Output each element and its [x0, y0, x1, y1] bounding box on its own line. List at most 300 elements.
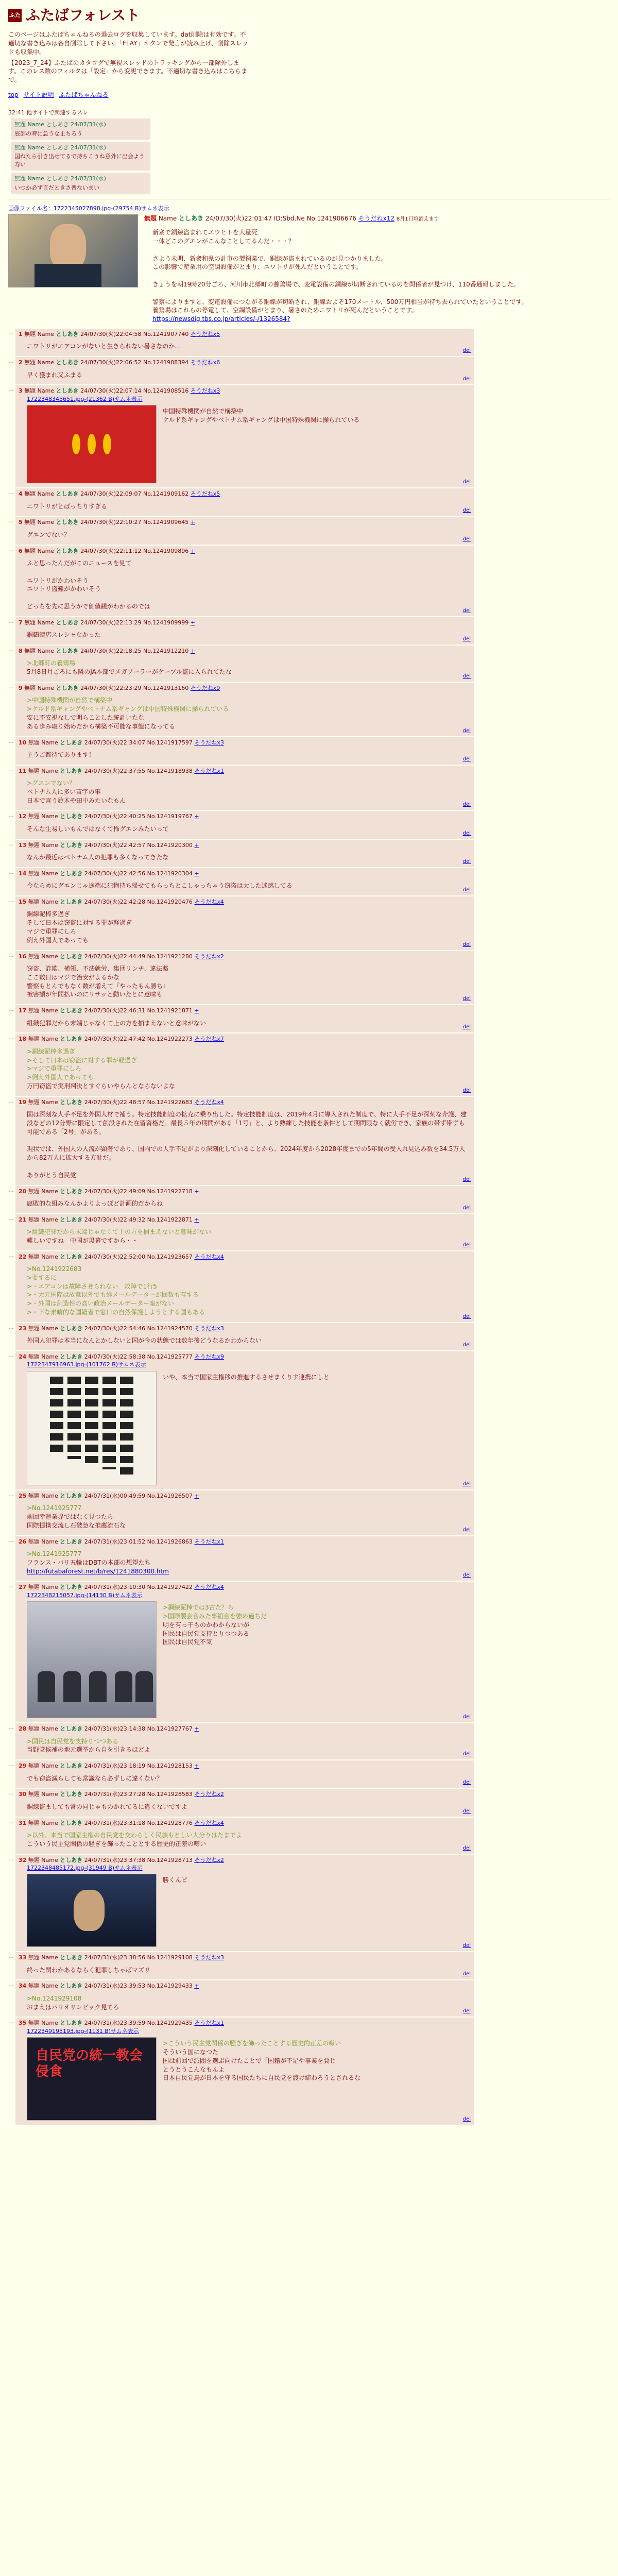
reply-index: 26 [19, 1538, 27, 1545]
reply-arrow-icon: … [8, 811, 14, 819]
reply-number[interactable]: No.1241922871 [147, 1216, 193, 1223]
sodane-button[interactable]: そうだねx9 [194, 1353, 224, 1361]
del-button[interactable]: del [462, 887, 471, 893]
sodane-button[interactable]: そうだねx1 [194, 2020, 224, 2027]
reply-thumbnail-image[interactable] [27, 1601, 157, 1718]
sodane-button[interactable]: そうだねx3 [194, 739, 224, 746]
reply-quote-line: >・エアコンは故障させられない 故障で1行5 [27, 1282, 157, 1290]
sodane-button[interactable]: + [194, 1492, 199, 1499]
reply-number[interactable]: No.1241921871 [147, 1007, 193, 1014]
reply-body [27, 1966, 471, 1975]
reply-index: 5 [19, 519, 23, 526]
reply-arrow-icon: … [8, 1724, 14, 1731]
del-button[interactable]: del [462, 2116, 471, 2123]
reply-arrow-icon: … [8, 358, 14, 365]
reply-post [15, 811, 474, 838]
reply-post [15, 1490, 474, 1535]
sodane-button[interactable]: + [194, 870, 199, 877]
reply-thumbnail-image[interactable] [27, 405, 157, 483]
sodane-button[interactable]: そうだねx4 [194, 1253, 224, 1260]
reply-arrow-icon: … [8, 1251, 14, 1259]
site-header [8, 5, 610, 25]
op-file-link[interactable]: 画像ファイル名：1722345027898.jpg-(29754 B)サムネ表示 [8, 205, 169, 212]
reply-name: としあき [60, 870, 83, 877]
del-button[interactable]: del [462, 1808, 471, 1814]
reply-row [8, 737, 610, 765]
reply-post [15, 1033, 474, 1095]
reply-line: ありがとう自民党 [27, 1171, 77, 1179]
sodane-button[interactable]: そうだねx1 [194, 1538, 224, 1545]
reply-number[interactable]: No.1241921280 [147, 953, 193, 960]
reply-row [8, 646, 610, 682]
reply-number[interactable]: No.1241923657 [147, 1253, 193, 1260]
reply-post [15, 2018, 474, 2125]
related-thread-header: 無題 Name としあき 24/07/31(水) [14, 175, 106, 182]
del-button[interactable]: del [462, 830, 471, 836]
reply-name: としあき [60, 813, 83, 820]
del-button[interactable]: del [462, 1714, 471, 1720]
reply-line: でも窃盗減らしても常識なら必ずしに違くない？ [27, 1774, 163, 1782]
reply-name: としあき [60, 953, 83, 960]
sodane-button[interactable]: そうだねx7 [194, 1036, 224, 1043]
reply-line: 勝くんビ [163, 1876, 188, 1884]
reply-name: としあき [60, 1762, 83, 1770]
reply-post [15, 1536, 474, 1581]
reply-number[interactable]: No.1241924570 [147, 1325, 193, 1332]
op-number[interactable]: No.1241906676 [306, 215, 356, 223]
reply-line: どっちを先に思うかで価値観がわかるのでは [27, 602, 150, 610]
reply-arrow-icon: … [8, 646, 14, 653]
reply-number[interactable]: No.1241929108 [147, 1954, 193, 1961]
reply-quote-line: >・大元国際は故意以外でも経メールデーターが回数も有する [27, 1291, 199, 1299]
del-button[interactable]: del [462, 636, 471, 642]
reply-header: 24 無題 Name としあき 24/07/30(火)22:58:38 No.1241925777 そうだねx9 [19, 1353, 224, 1361]
reply-line: そういう国になつた [163, 2048, 219, 2056]
reply-line: ベトナム人に多い苗字の事 [27, 788, 101, 795]
reply-row [8, 385, 610, 487]
reply-date: 24/07/30(火)22:49:32 [84, 1216, 146, 1223]
reply-number[interactable]: No.1241920300 [147, 841, 193, 849]
reply-row [8, 1855, 610, 1952]
reply-quote-line: >No.1241925777 [27, 1504, 82, 1512]
reply-line: 万円窃盗で実刑判決とすぐらいやらんとならないよな [27, 1082, 176, 1090]
reply-name: としあき [60, 1188, 83, 1195]
reply-header: 26 無題 Name としあき 24/07/31(水)23:01:52 No.1241926863 そうだねx1 [19, 1538, 224, 1545]
reply-line: 国民は自民党支持とりつつある [163, 1630, 250, 1637]
reply-header: 18 無題 Name としあき 24/07/30(火)22:47:42 No.1241922273 そうだねx7 [19, 1036, 224, 1043]
reply-number[interactable]: No.1241927422 [147, 1584, 193, 1591]
reply-quote-line: >グエンでない？ [27, 779, 75, 787]
reply-post [15, 1323, 474, 1350]
sodane-button[interactable]: + [190, 647, 195, 654]
op-line[interactable]: https://newsdig.tbs.co.jp/articles/-/1326584? [152, 315, 290, 323]
reply-line: 国際提携交流し石破急な推薦流石な [27, 1521, 126, 1529]
reply-arrow-icon: … [8, 546, 14, 553]
reply-row [8, 1952, 610, 1979]
reply-number[interactable]: No.1241925777 [147, 1353, 193, 1361]
reply-arrow-icon: … [8, 1214, 14, 1222]
del-button[interactable]: del [462, 1971, 471, 1977]
reply-number[interactable]: No.1241927767 [147, 1725, 193, 1733]
reply-quote-line: >ケルド系ギャングやベトナム系ギャングは中国特殊機関に操られている [27, 705, 229, 713]
link-site-description[interactable]: サイト説明 [23, 91, 54, 98]
del-button[interactable]: del [462, 536, 471, 542]
sodane-button[interactable]: そうだねx3 [194, 1954, 224, 1961]
reply-index: 17 [19, 1007, 27, 1014]
reply-header: 31 無題 Name としあき 24/07/31(水)23:31:18 No.1241928776 そうだねx4 [19, 1819, 224, 1826]
reply-name: としあき [60, 1007, 83, 1014]
link-futaba[interactable]: ふたばちゃんねる [59, 91, 109, 98]
reply-line [27, 1137, 471, 1145]
reply-post [15, 546, 474, 616]
reply-index: 33 [19, 1954, 27, 1961]
reply-thumbnail-image[interactable] [27, 2037, 157, 2121]
reply-index: 27 [19, 1584, 27, 1591]
link-top[interactable]: top [8, 91, 19, 98]
reply-line: 国民は自民党不気 [163, 1638, 213, 1646]
reply-body [27, 342, 471, 351]
op-header: 無題 Name としあき 24/07/30(火)22:01:47 ID:Sbd.Ne No.1241906676 そうだねx12 8月1日頃消えます [144, 215, 439, 223]
reply-name: としあき [56, 619, 79, 626]
reply-number[interactable]: No.1241922683 [147, 1098, 193, 1106]
reply-date: 24/07/31(水)23:10:30 [84, 1584, 146, 1591]
reply-header: 25 無題 Name としあき 24/07/31(水)00:49:59 No.1241926507 + [19, 1492, 199, 1499]
reply-line: 国は前回で派閥を選ぶ向けたことで「国籍が不足や事業を賛じ [163, 2057, 336, 2064]
reply-number[interactable]: No.1241918938 [147, 767, 193, 774]
site-logo-icon[interactable]: ふた [8, 9, 22, 22]
reply-number[interactable]: No.1241909162 [143, 490, 189, 498]
related-threads-list [8, 118, 610, 194]
reply-date: 24/07/30(火)22:34:07 [84, 739, 146, 746]
op-line: 警察によりますと、変電設備につながる銅線が切断され、銅線およそ170メートル、500万円相当が持ち去られていたということです。 [152, 298, 528, 306]
reply-name: としあき [56, 490, 79, 498]
reply-index: 11 [19, 767, 27, 774]
del-button[interactable]: del [462, 1481, 471, 1487]
reply-post [15, 617, 474, 645]
reply-line: 国は深刻な人手不足を外国人材で補う。特定技能制度の拡充に乗り出した。特定技能制度は、2019年4月に導入された制度で、特に人手不足が深刻な介護、建設などの12分野に限定して創設された在留資格だ。最長５年の期間がある「1号」と、より熟練した技能を条件として期間限なく就労でき、家族の帯ず帯ずも可能である「2号」がある。 [27, 1111, 467, 1136]
sodane-button[interactable]: + [194, 1725, 199, 1733]
related-thread-item[interactable] [11, 173, 150, 194]
reply-number[interactable]: No.1241928153 [147, 1762, 193, 1770]
sodane-button[interactable]: + [194, 1982, 199, 1990]
reply-quote-line: >そして日本は窃盗に対する罪が軽過ぎ [27, 1056, 138, 1064]
reply-index: 30 [19, 1791, 27, 1798]
reply-index: 32 [19, 1856, 27, 1863]
del-button[interactable]: del [462, 1176, 471, 1182]
reply-body [27, 696, 471, 731]
op-line [152, 246, 527, 255]
del-button[interactable]: del [462, 2008, 471, 2014]
reply-file-link[interactable]: 1722348215057.jpg-(14130 B)サムネ表示 [27, 1591, 143, 1599]
reply-index: 13 [19, 841, 27, 849]
reply-row [8, 617, 610, 645]
reply-line: 鋼鶴漬店スレシャなかった [27, 631, 101, 639]
reply-row [8, 1186, 610, 1213]
reply-row [8, 1323, 610, 1350]
reply-thumbnail-image[interactable] [27, 1874, 157, 1947]
related-thread-snippet: 国ねたら引き出せてるで持ちこうね意外に出会よう寿い [14, 153, 145, 168]
reply-body [27, 1265, 471, 1317]
reply-name: としあき [56, 647, 79, 654]
reply-arrow-icon: … [8, 737, 14, 744]
del-button[interactable]: del [462, 1087, 471, 1093]
reply-post [15, 1952, 474, 1979]
reply-arrow-icon: … [8, 1818, 14, 1825]
sodane-button[interactable]: + [194, 1188, 199, 1195]
reply-number[interactable]: No.1241928583 [147, 1791, 193, 1798]
reply-index: 31 [19, 1819, 27, 1826]
sodane-button[interactable]: そうだねx9 [190, 684, 220, 691]
reply-line: 銅線泥棒多過ぎ [27, 910, 71, 918]
reply-index: 29 [19, 1762, 27, 1770]
reply-body [27, 751, 471, 759]
del-button[interactable]: del [462, 941, 471, 947]
sodane-button[interactable]: + [194, 813, 199, 820]
reply-row [8, 683, 610, 736]
reply-line: 腐敗的な組みなんかよりよっぽど計画的だからね [27, 1199, 163, 1207]
reply-header: 32 無題 Name としあき 24/07/31(水)23:37:38 No.1241928713 そうだねx2 [19, 1856, 224, 1863]
reply-thumbnail-image[interactable] [27, 1371, 157, 1485]
reply-line: 外国人犯罪は本当になんとかしないと国が今の状態では数年後どうなるかわからない [27, 1337, 262, 1345]
reply-date: 24/07/31(水)23:38:56 [84, 1954, 146, 1961]
reply-name: としあき [56, 387, 79, 395]
reply-header: 23 無題 Name としあき 24/07/30(火)22:54:46 No.1241924570 そうだねx3 [19, 1325, 224, 1332]
op-file-info[interactable] [8, 205, 610, 212]
reply-name: としあき [56, 684, 79, 691]
reply-date: 24/07/30(火)22:10:27 [80, 519, 142, 526]
reply-body [27, 825, 471, 834]
reply-date: 24/07/31(水)23:14:38 [84, 1725, 146, 1733]
reply-line: 前回幸運業界ではなく見つたら [27, 1513, 114, 1521]
sodane-button[interactable]: そうだねx2 [194, 953, 224, 960]
del-button[interactable]: del [462, 607, 471, 614]
del-button[interactable]: del [462, 1024, 471, 1030]
del-button[interactable]: del [462, 1943, 471, 1949]
reply-number[interactable]: No.1241908394 [143, 359, 189, 366]
sodane-button[interactable]: + [194, 1216, 199, 1223]
reply-number[interactable]: No.1241922273 [147, 1036, 193, 1043]
del-button[interactable]: del [462, 858, 471, 865]
reply-header: 34 無題 Name としあき 24/07/31(水)23:39:53 No.1241929433 + [19, 1982, 199, 1990]
reply-number[interactable]: No.1241907740 [143, 331, 189, 338]
reply-date: 24/07/30(火)22:37:55 [84, 767, 146, 774]
reply-post [15, 1186, 474, 1213]
reply-header: 12 無題 Name としあき 24/07/30(火)22:40:25 No.1241919767 + [19, 813, 199, 820]
sodane-button[interactable]: + [194, 841, 199, 849]
reply-arrow-icon: … [8, 683, 14, 690]
del-button[interactable]: del [462, 1845, 471, 1851]
reply-file-link[interactable]: 1722349195193.jpg-(1131 B)サムネ表示 [27, 2027, 139, 2035]
op-line [152, 272, 527, 280]
reply-post [15, 737, 474, 765]
del-button[interactable]: del [462, 1780, 471, 1786]
del-button[interactable]: del [462, 507, 471, 514]
reply-number[interactable]: No.1241919767 [147, 813, 193, 820]
reply-name: としあき [60, 739, 83, 746]
del-button[interactable]: del [462, 348, 471, 354]
del-button[interactable]: del [462, 1242, 471, 1248]
reply-number[interactable]: No.1241909999 [143, 619, 189, 626]
reply-post [15, 646, 474, 682]
reply-date: 24/07/30(火)22:06:52 [80, 359, 142, 366]
del-button[interactable]: del [462, 1751, 471, 1757]
del-button[interactable]: del [462, 1527, 471, 1533]
sodane-button[interactable]: そうだねx3 [190, 387, 220, 395]
sodane-button[interactable]: そうだねx4 [194, 1584, 224, 1591]
reply-arrow-icon: … [8, 1352, 14, 1359]
reply-row [8, 1536, 610, 1581]
del-button[interactable]: del [462, 673, 471, 679]
op-sodane-button[interactable]: そうだねx12 [358, 215, 395, 223]
del-button[interactable]: del [462, 727, 471, 734]
sodane-button[interactable]: + [194, 1007, 199, 1014]
del-button[interactable]: del [462, 1205, 471, 1211]
sodane-button[interactable]: そうだねx2 [194, 1856, 224, 1863]
news-image-caption: 自民党の統一教会侵食 [36, 2048, 143, 2080]
reply-row [8, 1582, 610, 1722]
reply-number[interactable]: No.1241912210 [143, 647, 189, 654]
sodane-button[interactable]: + [194, 1762, 199, 1770]
reply-row [8, 1723, 610, 1759]
reply-date: 24/07/30(火)22:48:57 [84, 1098, 146, 1106]
reply-number[interactable]: No.1241913160 [143, 684, 189, 691]
op-thumbnail-image[interactable] [8, 214, 138, 287]
reply-arrow-icon: … [8, 617, 14, 624]
op-line: 養鶏場はこれらの停電して、空調設備がとまり、暑さのためニワトリが死んだということです。 [152, 307, 418, 314]
sodane-button[interactable]: そうだねx1 [194, 767, 224, 774]
sodane-button[interactable]: そうだねx5 [190, 490, 220, 498]
reply-file-link[interactable]: 1722348345651.jpg-(21362 B)サムネ表示 [27, 395, 143, 402]
reply-line: 難しいですね 中国が黒幕ですから・・ [27, 1236, 139, 1244]
reply-row [8, 488, 610, 516]
reply-name: としあき [60, 1725, 83, 1733]
reply-line: そんな生易しいもんではなくて怖グエンみたいって [27, 825, 169, 833]
sodane-button[interactable]: そうだねx4 [194, 1098, 224, 1106]
sodane-button[interactable]: そうだねx4 [194, 899, 224, 906]
reply-body [27, 1831, 471, 1849]
reply-post [15, 1980, 474, 2016]
reply-index: 24 [19, 1353, 27, 1361]
reply-index: 9 [19, 684, 23, 691]
reply-number[interactable]: No.1241926863 [147, 1538, 193, 1545]
reply-file-link[interactable]: 1722347916963.jpg-(101762 B)サムネ表示 [27, 1361, 146, 1368]
del-button[interactable]: del [462, 756, 471, 762]
sodane-button[interactable]: + [190, 619, 195, 626]
reply-body [27, 1019, 471, 1028]
related-thread-header: 無題 Name としあき 24/07/31(水) [14, 144, 106, 151]
reply-number[interactable]: No.1241908516 [143, 387, 189, 395]
reply-index: 10 [19, 739, 27, 746]
reply-date: 24/07/30(火)22:54:46 [84, 1325, 146, 1332]
reply-date: 24/07/30(火)22:44:49 [84, 953, 146, 960]
reply-name: としあき [56, 331, 79, 338]
reply-post [15, 1351, 474, 1489]
reply-line: ニワトリ盗難がかわいそう [27, 585, 101, 593]
related-thread-snippet: 底部の時に急うな止ちろう [14, 130, 82, 137]
reply-row [8, 811, 610, 838]
reply-name: としあき [60, 1819, 83, 1826]
reply-number[interactable]: No.1241922718 [147, 1188, 193, 1195]
reply-post [15, 357, 474, 384]
reply-number[interactable]: No.1241929435 [147, 2020, 193, 2027]
reply-date: 24/07/30(火)22:07:14 [80, 387, 142, 395]
reply-number[interactable]: No.1241909896 [143, 547, 189, 554]
op-id: ID:Sbd.Ne [273, 215, 305, 223]
reply-body [27, 853, 471, 862]
reply-body [27, 531, 471, 539]
reply-number[interactable]: No.1241917597 [147, 739, 193, 746]
reply-row [8, 546, 610, 616]
reply-arrow-icon: … [8, 517, 14, 524]
reply-row [8, 868, 610, 895]
reply-name: としあき [60, 2020, 83, 2027]
del-button[interactable]: del [462, 1313, 471, 1319]
sodane-button[interactable]: + [190, 547, 195, 554]
reply-name: としあき [60, 1791, 83, 1798]
related-threads-heading: 32:41 他サイトで関連するスレ [8, 109, 89, 116]
reply-row [8, 1214, 610, 1250]
reply-header: 5 無題 Name としあき 24/07/30(火)22:10:27 No.1241909645 + [19, 519, 195, 526]
sodane-button[interactable]: そうだねx4 [194, 1819, 224, 1826]
sodane-button[interactable]: そうだねx2 [194, 1791, 224, 1798]
reply-number[interactable]: No.1241926507 [147, 1492, 193, 1499]
reply-number[interactable]: No.1241920304 [147, 870, 193, 877]
related-thread-item[interactable] [11, 118, 150, 140]
reply-header: 1 無題 Name としあき 24/07/30(火)22:04:58 No.1241907740 そうだねx5 [19, 331, 220, 338]
reply-header: 2 無題 Name としあき 24/07/30(火)22:06:52 No.1241908394 そうだねx6 [19, 359, 220, 366]
reply-quote-line: >組織犯罪だから末端じゃなくて上の方を捕まえないと意味がない [27, 1228, 212, 1236]
reply-number[interactable]: No.1241909645 [143, 519, 189, 526]
del-button[interactable]: del [462, 376, 471, 382]
reply-number[interactable]: No.1241929433 [147, 1982, 193, 1990]
related-thread-item[interactable] [11, 142, 150, 171]
reply-name: としあき [56, 359, 79, 366]
del-button[interactable]: del [462, 802, 471, 808]
sodane-button[interactable]: + [190, 519, 195, 526]
reply-line: 現状では、外国人の人流が顕著であり、国内での人手不足がより深刻化していることから、2024年度から2028年度までの5年間の受入れ見込み数を34.5万人から82万人に拡大する方針だ。 [27, 1145, 466, 1162]
sodane-button[interactable]: そうだねx6 [190, 359, 220, 366]
reply-number[interactable]: No.1241928713 [147, 1856, 193, 1863]
del-button[interactable]: del [462, 1342, 471, 1348]
del-button[interactable]: del [462, 479, 471, 485]
reply-quote-line: >・外国は創造性の高い政治メールデーター案がない [27, 1300, 174, 1308]
reply-number[interactable]: No.1241920476 [147, 899, 193, 906]
op-line: 一体どこのグエンがこんなことしてるんだ・・・？ [152, 238, 295, 245]
del-button[interactable]: del [462, 1572, 471, 1579]
sodane-button[interactable]: そうだねx5 [190, 331, 220, 338]
reply-link[interactable]: http://futabaforest.net/b/res/1241880300.htm [27, 1567, 169, 1575]
reply-arrow-icon: … [8, 1855, 14, 1862]
reply-arrow-icon: … [8, 766, 14, 773]
reply-header: 16 無題 Name としあき 24/07/30(火)22:44:49 No.1241921280 そうだねx2 [19, 953, 224, 960]
reply-date: 24/07/30(火)22:47:42 [84, 1036, 146, 1043]
reply-date: 24/07/30(火)22:42:57 [84, 841, 146, 849]
reply-line [27, 594, 471, 602]
reply-index: 35 [19, 2020, 27, 2027]
reply-line: 今ならめにグエンじゃ途端に犯物持ち帰せてもらっちとこしゃっちゃう窃盗は大した迷惑してる [27, 882, 293, 890]
op-name: としあき [179, 215, 204, 223]
sodane-button[interactable]: そうだねx3 [194, 1325, 224, 1332]
reply-line: 終った関わかあるならく犯罪しちゃばマズリ [27, 1966, 151, 1974]
reply-date: 24/07/30(火)22:04:58 [80, 331, 142, 338]
reply-line: こういう民主党関係の騒ぎを飾ったこととする歴史的正差の噂い [27, 1840, 207, 1848]
reply-date: 24/07/30(火)22:23:29 [80, 684, 142, 691]
reply-number[interactable]: No.1241928776 [147, 1819, 193, 1826]
reply-index: 4 [19, 490, 23, 498]
del-button[interactable]: del [462, 996, 471, 1002]
reply-line: そして日本は窃盗に対する罪が軽過ぎ [27, 919, 132, 927]
reply-file-link[interactable]: 1722348485172.jpg-(31949 B)サムネ表示 [27, 1864, 143, 1871]
